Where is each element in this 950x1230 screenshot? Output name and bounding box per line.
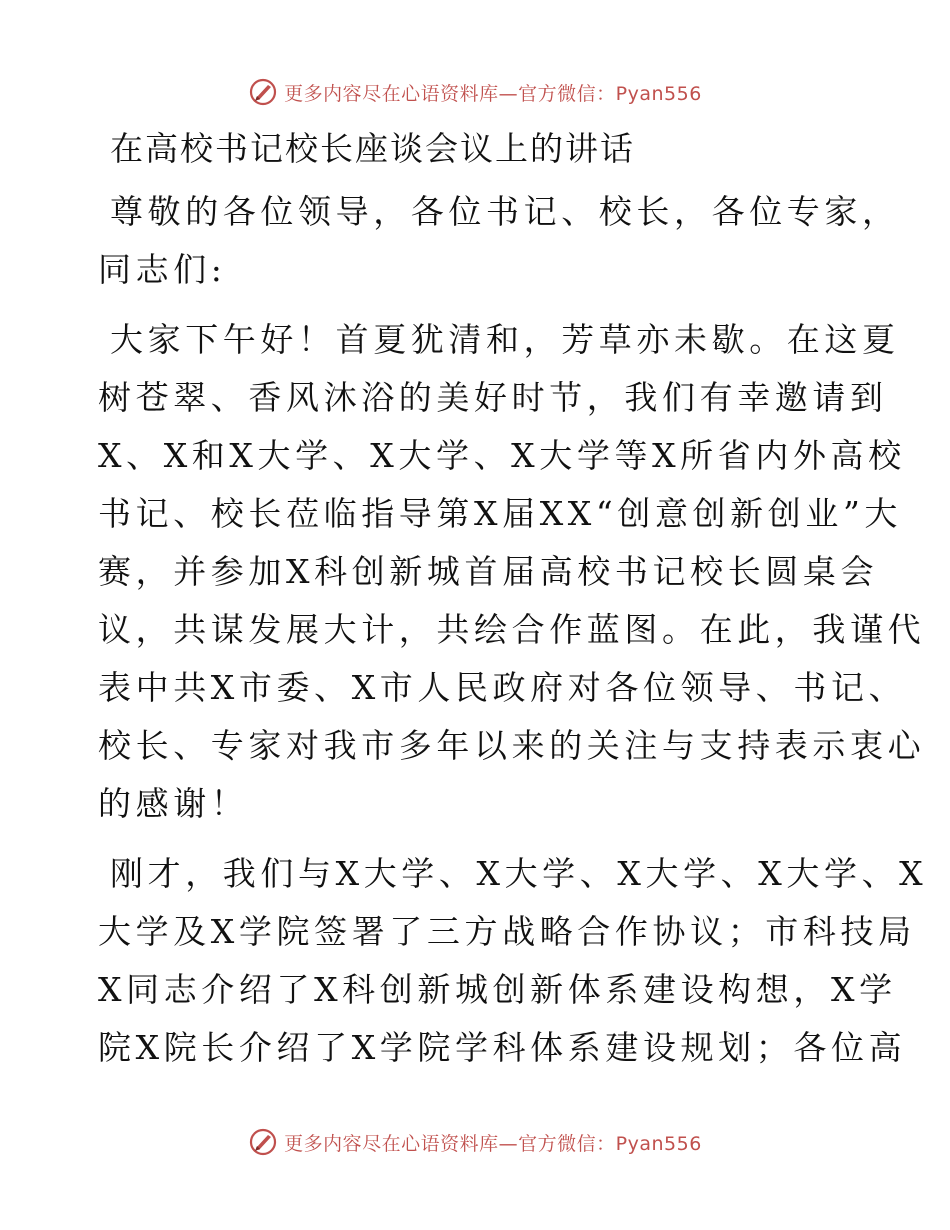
watermark-text: 更多内容尽在心语资料库—官方微信：Pyan556 xyxy=(284,82,702,105)
paragraph-line: 赛，并参加X科创新城首届高校书记校长圆桌会 xyxy=(98,552,879,591)
paragraph-line: 刚才，我们与X大学、X大学、X大学、X大学、X xyxy=(110,854,928,893)
paragraph-welcome xyxy=(98,311,926,833)
paragraph-line: 院X院长介绍了X学院学科体系建设规划；各位高 xyxy=(98,1028,907,1067)
paragraph-greeting xyxy=(98,183,900,299)
paragraph-line: X、X和X大学、X大学、X大学等X所省内外高校 xyxy=(98,436,906,475)
paragraph-line: X同志介绍了X科创新城创新体系建设构想，X学 xyxy=(98,970,897,1009)
document-body xyxy=(98,125,928,1089)
paragraph-line: 校长、专家对我市多年以来的关注与支持表示衷心 xyxy=(98,726,926,765)
paragraph-line: 书记、校长莅临指导第X届XX“创意创新创业”大 xyxy=(98,494,903,533)
paragraph-line: 议，共谋发展大计，共绘合作蓝图。在此，我谨代 xyxy=(98,610,926,649)
quill-pen-icon xyxy=(248,1127,278,1157)
watermark-text: 更多内容尽在心语资料库—官方微信：Pyan556 xyxy=(284,1132,702,1155)
document-title: 在高校书记校长座谈会议上的讲话 xyxy=(110,129,635,168)
header-watermark xyxy=(0,72,950,112)
paragraph-line: 表中共X市委、X市人民政府对各位领导、书记、 xyxy=(98,668,907,707)
paragraph-line: 树苍翠、香风沐浴的美好时节，我们有幸邀请到 xyxy=(98,378,888,417)
paragraph-line: 大家下午好！首夏犹清和，芳草亦未歇。在这夏 xyxy=(110,320,900,359)
paragraph-agreements xyxy=(98,845,928,1077)
paragraph-line: 的感谢！ xyxy=(98,784,249,823)
paragraph-line: 大学及X学院签署了三方战略合作协议；市科技局 xyxy=(98,912,916,951)
footer-watermark xyxy=(0,1122,950,1162)
paragraph-line: 尊敬的各位领导，各位书记、校长，各位专家， xyxy=(110,192,900,231)
quill-pen-icon xyxy=(248,77,278,107)
paragraph-line: 同志们: xyxy=(98,250,227,289)
